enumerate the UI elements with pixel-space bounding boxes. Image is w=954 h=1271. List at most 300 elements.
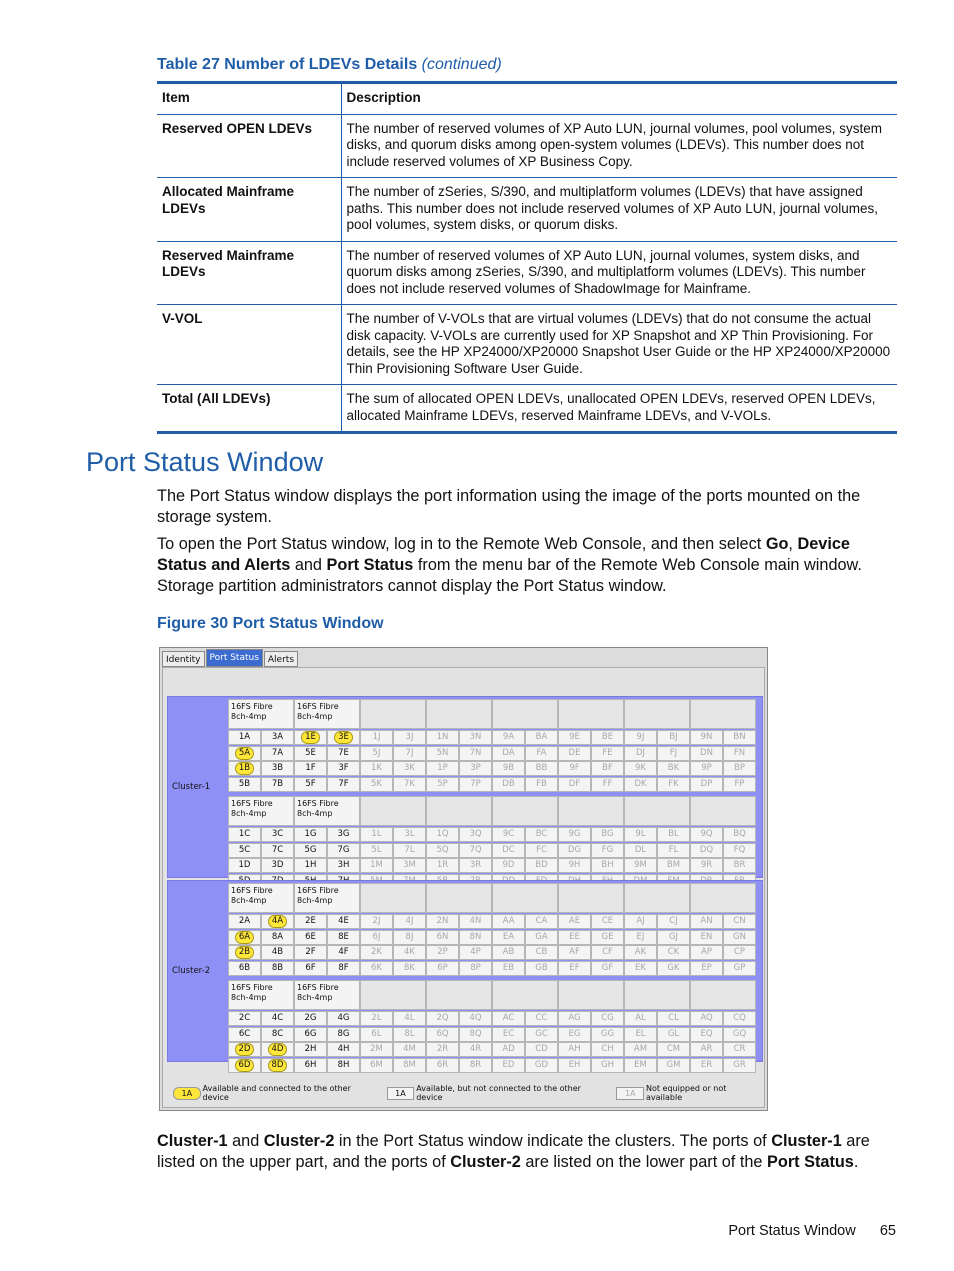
port-cell-GH[interactable]: GH [591,1058,624,1073]
port-cell-AG[interactable]: AG [558,1011,591,1026]
port-cell-DA[interactable]: DA [492,746,525,761]
text: and [290,556,327,574]
port-cell-3F[interactable]: 3F [327,761,360,776]
port-cell-1H[interactable]: 1H [294,858,327,873]
port-cell-ER[interactable]: ER [690,1058,723,1073]
legend-chip-not-connected: 1A [387,1087,415,1100]
row-item: Reserved OPEN LDEVs [157,114,341,178]
port-cell-5L[interactable]: 5L [360,843,393,858]
port-cell-DF[interactable]: DF [558,777,591,792]
port-cell-1C[interactable]: 1C [228,827,261,842]
port-cell-ED[interactable]: ED [492,1058,525,1073]
port-cell-GJ[interactable]: GJ [657,930,690,945]
port-cell-FN[interactable]: FN [723,746,756,761]
row-item: V-VOL [157,305,341,385]
tab-identity[interactable]: Identity [162,651,205,667]
port-cell-9F[interactable]: 9F [558,761,591,776]
port-cell-6G[interactable]: 6G [294,1027,327,1042]
module-header: 16FS Fibre 8ch-4mp [228,980,294,1010]
module-header [426,796,492,826]
port-cell-8B[interactable]: 8B [261,961,294,976]
port-cell-FA[interactable]: FA [525,746,558,761]
module-header: 16FS Fibre 8ch-4mp [294,699,360,729]
port-cell-9E[interactable]: 9E [558,730,591,745]
port-cell-AN[interactable]: AN [690,914,723,929]
port-cell-3Q[interactable]: 3Q [459,827,492,842]
port-panel [162,667,765,1108]
port-cell-6P[interactable]: 6P [426,961,459,976]
port-cell-1F[interactable]: 1F [294,761,327,776]
port-cell-6J[interactable]: 6J [360,930,393,945]
port-cell-5P[interactable]: 5P [426,777,459,792]
row-item: Allocated Mainframe LDEVs [157,178,341,242]
port-cell-8G[interactable]: 8G [327,1027,360,1042]
port-cell-BK[interactable]: BK [657,761,690,776]
port-cell-1M[interactable]: 1M [360,858,393,873]
port-cell-CN[interactable]: CN [723,914,756,929]
port-cell-EJ[interactable]: EJ [624,930,657,945]
port-cell-6A[interactable]: 6A [228,930,261,945]
port-cell-GK[interactable]: GK [657,961,690,976]
port-cell-9L[interactable]: 9L [624,827,657,842]
port-cell-3C[interactable]: 3C [261,827,294,842]
port-cell-1E[interactable]: 1E [294,730,327,745]
port-cell-5E[interactable]: 5E [294,746,327,761]
module-header [690,699,756,729]
module-header [492,883,558,913]
port-cell-AF[interactable]: AF [558,945,591,960]
cluster-2-term: Cluster-2 [263,1132,335,1150]
port-cell-8R[interactable]: 8R [459,1058,492,1073]
port-cell-BN[interactable]: BN [723,730,756,745]
port-cell-3H[interactable]: 3H [327,858,360,873]
port-cell-GD[interactable]: GD [525,1058,558,1073]
open-instructions-paragraph [157,534,897,597]
port-cell-DJ[interactable]: DJ [624,746,657,761]
port-cell-CF[interactable]: CF [591,945,624,960]
intro-paragraph: The Port Status window displays the port information using the image of the ports mounted on the storage system. [157,487,861,526]
port-cell-EK[interactable]: EK [624,961,657,976]
port-cell-9M[interactable]: 9M [624,858,657,873]
port-cell-9K[interactable]: 9K [624,761,657,776]
port-cell-9C[interactable]: 9C [492,827,525,842]
tab-alerts[interactable]: Alerts [264,651,298,667]
port-cell-5K[interactable]: 5K [360,777,393,792]
port-cell-DL[interactable]: DL [624,843,657,858]
port-cell-7C[interactable]: 7C [261,843,294,858]
port-cell-EC[interactable]: EC [492,1027,525,1042]
port-cell-6F[interactable]: 6F [294,961,327,976]
module-header: 16FS Fibre 8ch-4mp [228,796,294,826]
module-header [426,980,492,1010]
port-cell-EQ[interactable]: EQ [690,1027,723,1042]
port-cell-DB[interactable]: DB [492,777,525,792]
module-header [360,883,426,913]
port-cell-FQ[interactable]: FQ [723,843,756,858]
text: from the menu bar of the Remote Web Console main window. Storage partition administrators cannot display the Port Status window. [157,556,862,595]
port-cell-BH[interactable]: BH [591,858,624,873]
port-cell-7A[interactable]: 7A [261,746,294,761]
port-cell-2G[interactable]: 2G [294,1011,327,1026]
port-cell-GG[interactable]: GG [591,1027,624,1042]
port-cell-GE[interactable]: GE [591,930,624,945]
port-cell-3P[interactable]: 3P [459,761,492,776]
port-cell-5C[interactable]: 5C [228,843,261,858]
port-cell-9P[interactable]: 9P [690,761,723,776]
port-cell-2D[interactable]: 2D [228,1042,261,1057]
row-description: The sum of allocated OPEN LDEVs, unallocated OPEN LDEVs, reserved OPEN LDEVs, allocated Mainframe LDEVs, reserved Mainframe LDEVs, and V-VOLs. [341,385,897,433]
text: To open the Port Status window, log in to the Remote Web Console, and then select [157,535,766,553]
port-cell-7K[interactable]: 7K [393,777,426,792]
port-cell-CA[interactable]: CA [525,914,558,929]
module-header [558,796,624,826]
port-cell-6H[interactable]: 6H [294,1058,327,1073]
port-cell-BM[interactable]: BM [657,858,690,873]
port-cell-4A[interactable]: 4A [261,914,294,929]
cluster-1-term: Cluster-1 [157,1132,228,1150]
port-cell-AJ[interactable]: AJ [624,914,657,929]
port-cell-8A[interactable]: 8A [261,930,294,945]
port-cell-CR[interactable]: CR [723,1042,756,1057]
figure-caption: Figure 30 Port Status Window [157,615,384,632]
cluster-paragraph [157,1131,897,1173]
port-cell-BJ[interactable]: BJ [657,730,690,745]
port-cell-AL[interactable]: AL [624,1011,657,1026]
port-cell-9A[interactable]: 9A [492,730,525,745]
module-header [624,699,690,729]
port-cell-6K[interactable]: 6K [360,961,393,976]
port-cell-7N[interactable]: 7N [459,746,492,761]
port-cell-8M[interactable]: 8M [393,1058,426,1073]
port-cell-AD[interactable]: AD [492,1042,525,1057]
port-cell-AQ[interactable]: AQ [690,1011,723,1026]
port-cell-8K[interactable]: 8K [393,961,426,976]
port-cell-FC[interactable]: FC [525,843,558,858]
port-cell-2C[interactable]: 2C [228,1011,261,1026]
port-cell-DQ[interactable]: DQ [690,843,723,858]
port-cell-3N[interactable]: 3N [459,730,492,745]
port-cell-CH[interactable]: CH [591,1042,624,1057]
port-cell-FE[interactable]: FE [591,746,624,761]
port-cell-CL[interactable]: CL [657,1011,690,1026]
port-cell-7G[interactable]: 7G [327,843,360,858]
port-cell-CG[interactable]: CG [591,1011,624,1026]
text: are listed on the lower part of the [520,1153,768,1171]
port-cell-8Q[interactable]: 8Q [459,1027,492,1042]
port-cell-BC[interactable]: BC [525,827,558,842]
port-cell-9Q[interactable]: 9Q [690,827,723,842]
port-cell-CC[interactable]: CC [525,1011,558,1026]
port-cell-8F[interactable]: 8F [327,961,360,976]
port-cell-6L[interactable]: 6L [360,1027,393,1042]
port-cell-2H[interactable]: 2H [294,1042,327,1057]
port-cell-GQ[interactable]: GQ [723,1027,756,1042]
port-cell-FL[interactable]: FL [657,843,690,858]
port-cell-4E[interactable]: 4E [327,914,360,929]
port-cell-7E[interactable]: 7E [327,746,360,761]
cluster-1-term: Cluster-1 [771,1132,842,1150]
port-cell-2E[interactable]: 2E [294,914,327,929]
port-cell-EL[interactable]: EL [624,1027,657,1042]
header-description: Description [341,83,897,115]
port-cell-4Q[interactable]: 4Q [459,1011,492,1026]
port-cell-CD[interactable]: CD [525,1042,558,1057]
port-cell-4G[interactable]: 4G [327,1011,360,1026]
module-header [558,883,624,913]
port-cell-4P[interactable]: 4P [459,945,492,960]
port-cell-GF[interactable]: GF [591,961,624,976]
module-header [624,883,690,913]
port-cell-AC[interactable]: AC [492,1011,525,1026]
port-cell-2B[interactable]: 2B [228,945,261,960]
port-cell-GC[interactable]: GC [525,1027,558,1042]
module-header [360,980,426,1010]
port-cell-3K[interactable]: 3K [393,761,426,776]
section-title: Port Status Window [86,447,324,477]
table-row [157,385,897,433]
port-cell-8H[interactable]: 8H [327,1058,360,1073]
port-cell-1A[interactable]: 1A [228,730,261,745]
port-cell-EP[interactable]: EP [690,961,723,976]
port-cell-1Q[interactable]: 1Q [426,827,459,842]
port-cell-5B[interactable]: 5B [228,777,261,792]
port-cell-4M[interactable]: 4M [393,1042,426,1057]
port-cell-GM[interactable]: GM [657,1058,690,1073]
port-cell-2A[interactable]: 2A [228,914,261,929]
table-caption-suffix: (continued) [421,56,502,73]
port-cell-BQ[interactable]: BQ [723,827,756,842]
port-cell-1J[interactable]: 1J [360,730,393,745]
port-cell-1G[interactable]: 1G [294,827,327,842]
port-cell-BL[interactable]: BL [657,827,690,842]
port-cell-8J[interactable]: 8J [393,930,426,945]
tab-port-status[interactable]: Port Status [206,649,263,667]
port-cell-3J[interactable]: 3J [393,730,426,745]
port-cell-7B[interactable]: 7B [261,777,294,792]
port-cell-4H[interactable]: 4H [327,1042,360,1057]
port-cell-FJ[interactable]: FJ [657,746,690,761]
port-cell-4F[interactable]: 4F [327,945,360,960]
module-header [690,980,756,1010]
port-cell-9N[interactable]: 9N [690,730,723,745]
row-description: The number of reserved volumes of XP Auto LUN, journal volumes, system disks, and quorum disks among zSeries, S/390, and multiplatform volumes (LDEVs). This number does not include reserved volumes of ShadowImage for Mainframe. [341,241,897,305]
module-header: 16FS Fibre 8ch-4mp [294,883,360,913]
port-cell-9G[interactable]: 9G [558,827,591,842]
port-cell-2J[interactable]: 2J [360,914,393,929]
port-cell-AA[interactable]: AA [492,914,525,929]
legend-chip-not-equipped: 1A [616,1087,644,1100]
port-cell-CJ[interactable]: CJ [657,914,690,929]
port-cell-DC[interactable]: DC [492,843,525,858]
legend [167,1084,763,1102]
port-cell-4R[interactable]: 4R [459,1042,492,1057]
port-cell-1L[interactable]: 1L [360,827,393,842]
port-cell-DK[interactable]: DK [624,777,657,792]
port-cell-GL[interactable]: GL [657,1027,690,1042]
port-cell-DE[interactable]: DE [558,746,591,761]
port-cell-3A[interactable]: 3A [261,730,294,745]
port-cell-8L[interactable]: 8L [393,1027,426,1042]
port-cell-3D[interactable]: 3D [261,858,294,873]
port-cell-6E[interactable]: 6E [294,930,327,945]
port-cell-6D[interactable]: 6D [228,1058,261,1073]
port-cell-BG[interactable]: BG [591,827,624,842]
port-cell-BF[interactable]: BF [591,761,624,776]
port-cell-EM[interactable]: EM [624,1058,657,1073]
port-cell-FF[interactable]: FF [591,777,624,792]
port-cell-EH[interactable]: EH [558,1058,591,1073]
port-cell-FK[interactable]: FK [657,777,690,792]
port-cell-AR[interactable]: AR [690,1042,723,1057]
port-cell-3B[interactable]: 3B [261,761,294,776]
port-cell-3G[interactable]: 3G [327,827,360,842]
table-row [157,305,897,385]
module-header [426,699,492,729]
row-item: Total (All LDEVs) [157,385,341,433]
port-cell-9R[interactable]: 9R [690,858,723,873]
table-caption [157,56,502,74]
port-cell-6Q[interactable]: 6Q [426,1027,459,1042]
port-cell-5J[interactable]: 5J [360,746,393,761]
port-cell-EA[interactable]: EA [492,930,525,945]
port-cell-8C[interactable]: 8C [261,1027,294,1042]
text: . [853,1153,859,1171]
port-cell-BP[interactable]: BP [723,761,756,776]
port-cell-5G[interactable]: 5G [294,843,327,858]
module-header: 16FS Fibre 8ch-4mp [294,796,360,826]
port-cell-FB[interactable]: FB [525,777,558,792]
port-cell-9D[interactable]: 9D [492,858,525,873]
port-cell-6C[interactable]: 6C [228,1027,261,1042]
port-cell-1R[interactable]: 1R [426,858,459,873]
port-cell-FP[interactable]: FP [723,777,756,792]
port-cell-FG[interactable]: FG [591,843,624,858]
module-header [690,796,756,826]
port-cell-8N[interactable]: 8N [459,930,492,945]
port-cell-5A[interactable]: 5A [228,746,261,761]
port-cell-4C[interactable]: 4C [261,1011,294,1026]
port-cell-6M[interactable]: 6M [360,1058,393,1073]
port-status-term: Port Status [767,1153,854,1171]
port-cell-AB[interactable]: AB [492,945,525,960]
page-number: 65 [879,1223,896,1239]
port-cell-7J[interactable]: 7J [393,746,426,761]
port-cell-2F[interactable]: 2F [294,945,327,960]
port-cell-9H[interactable]: 9H [558,858,591,873]
port-cell-2N[interactable]: 2N [426,914,459,929]
port-cell-2M[interactable]: 2M [360,1042,393,1057]
port-cell-CQ[interactable]: CQ [723,1011,756,1026]
port-cell-AH[interactable]: AH [558,1042,591,1057]
port-cell-DG[interactable]: DG [558,843,591,858]
port-cell-AK[interactable]: AK [624,945,657,960]
port-cell-5F[interactable]: 5F [294,777,327,792]
port-cell-DP[interactable]: DP [690,777,723,792]
module-header: 16FS Fibre 8ch-4mp [228,699,294,729]
port-cell-7Q[interactable]: 7Q [459,843,492,858]
port-cell-CM[interactable]: CM [657,1042,690,1057]
port-cell-2P[interactable]: 2P [426,945,459,960]
port-cell-AM[interactable]: AM [624,1042,657,1057]
port-cell-GR[interactable]: GR [723,1058,756,1073]
port-cell-8P[interactable]: 8P [459,961,492,976]
legend-chip-available: 1A [173,1087,201,1100]
port-cell-5Q[interactable]: 5Q [426,843,459,858]
port-cell-AP[interactable]: AP [690,945,723,960]
port-cell-1P[interactable]: 1P [426,761,459,776]
port-cell-4J[interactable]: 4J [393,914,426,929]
port-cell-9B[interactable]: 9B [492,761,525,776]
port-cell-4K[interactable]: 4K [393,945,426,960]
port-cell-GP[interactable]: GP [723,961,756,976]
port-cell-9J[interactable]: 9J [624,730,657,745]
port-cell-EF[interactable]: EF [558,961,591,976]
port-cell-7L[interactable]: 7L [393,843,426,858]
port-cell-CP[interactable]: CP [723,945,756,960]
table-caption-text: Table 27 Number of LDEVs Details [157,56,418,73]
port-cell-6R[interactable]: 6R [426,1058,459,1073]
port-cell-3R[interactable]: 3R [459,858,492,873]
port-cell-3M[interactable]: 3M [393,858,426,873]
port-cell-BD[interactable]: BD [525,858,558,873]
port-cell-8E[interactable]: 8E [327,930,360,945]
port-cell-2L[interactable]: 2L [360,1011,393,1026]
port-cell-7P[interactable]: 7P [459,777,492,792]
port-cell-8D[interactable]: 8D [261,1058,294,1073]
port-cell-1K[interactable]: 1K [360,761,393,776]
port-cell-6B[interactable]: 6B [228,961,261,976]
port-cell-EG[interactable]: EG [558,1027,591,1042]
port-cell-1D[interactable]: 1D [228,858,261,873]
module-header [492,796,558,826]
port-cell-4D[interactable]: 4D [261,1042,294,1057]
port-cell-DN[interactable]: DN [690,746,723,761]
legend-not-equipped: Not equipped or not available [646,1084,727,1102]
port-cell-CK[interactable]: CK [657,945,690,960]
port-cell-CB[interactable]: CB [525,945,558,960]
port-cell-EB[interactable]: EB [492,961,525,976]
port-cell-2Q[interactable]: 2Q [426,1011,459,1026]
port-cell-EN[interactable]: EN [690,930,723,945]
menu-device-status: Device Status and Alerts [157,535,850,574]
port-cell-4L[interactable]: 4L [393,1011,426,1026]
port-cell-BA[interactable]: BA [525,730,558,745]
port-cell-6N[interactable]: 6N [426,930,459,945]
port-cell-GA[interactable]: GA [525,930,558,945]
port-cell-EE[interactable]: EE [558,930,591,945]
module-header [360,796,426,826]
port-cell-3L[interactable]: 3L [393,827,426,842]
port-cell-BE[interactable]: BE [591,730,624,745]
port-cell-CE[interactable]: CE [591,914,624,929]
port-cell-2R[interactable]: 2R [426,1042,459,1057]
port-cell-BR[interactable]: BR [723,858,756,873]
port-cell-7F[interactable]: 7F [327,777,360,792]
module-header: 16FS Fibre 8ch-4mp [294,980,360,1010]
port-cell-2K[interactable]: 2K [360,945,393,960]
port-cell-5N[interactable]: 5N [426,746,459,761]
legend-available: Available and connected to the other device [202,1084,351,1102]
port-cell-BB[interactable]: BB [525,761,558,776]
port-cell-1B[interactable]: 1B [228,761,261,776]
port-cell-GB[interactable]: GB [525,961,558,976]
port-cell-1N[interactable]: 1N [426,730,459,745]
port-cell-AE[interactable]: AE [558,914,591,929]
port-cell-GN[interactable]: GN [723,930,756,945]
port-cell-4B[interactable]: 4B [261,945,294,960]
port-cell-4N[interactable]: 4N [459,914,492,929]
port-cell-3E[interactable]: 3E [327,730,360,745]
